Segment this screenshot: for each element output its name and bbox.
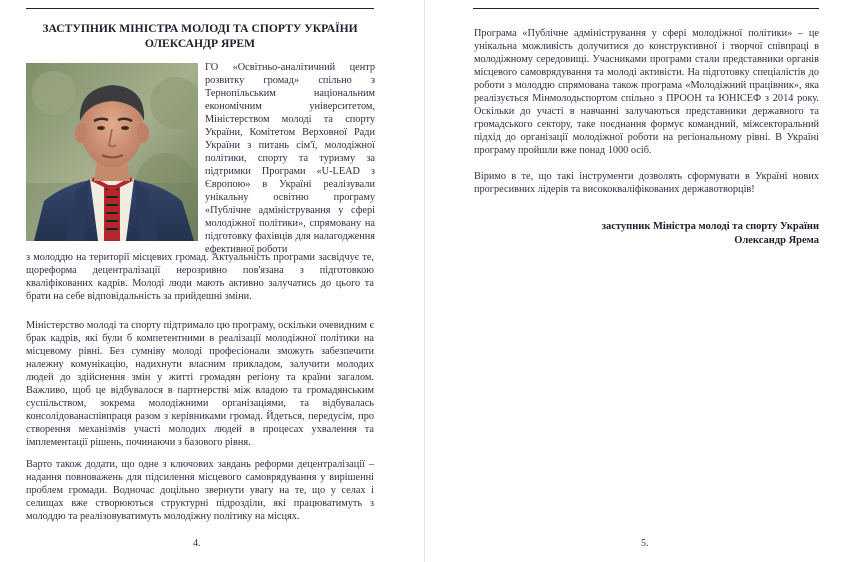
right-paragraph-2 [474, 170, 819, 196]
intro-paragraph-wrapped [205, 61, 375, 256]
intro-paragraph-continuation [26, 251, 374, 303]
left-paragraph-3 [26, 458, 374, 523]
top-rule [473, 8, 819, 9]
page-number-right: 5. [641, 538, 649, 549]
paragraph-3-text: Варто також додати, що одне з ключових завдань реформи децентралізації – надання повноважень для підсилення місцевого самоврядування у вирішенні проблем громади. Водночас доцільно звернути увагу на те, що у селах і селищах вже створюються структурні підрозділи, які працюватимуть з молоддю та реалізовуватимуть молодіжну політику на місцях. [26, 459, 374, 522]
right-paragraph-1 [474, 27, 819, 157]
right-paragraph-2-text: Віримо в те, що такі інструменти дозволять сформувати в Україні нових прогресивних лідерів та висококваліфікованих державотворців! [474, 171, 819, 195]
left-paragraph-2 [26, 319, 374, 449]
title-line-2: ОЛЕКСАНДР ЯРЕМ [144, 37, 256, 50]
right-paragraph-1-text: Програма «Публічне адміністрування у сфері молодіжної політики» – це унікальна можливість долучитися до конструктивної і творчої співпраці в молодіжному середовищі. Учасниками програми стали представники органів місцевого самоврядування та молоді активісти. На підготовку спеціалістів до роботи з молоддю спрямована також програма «Молодіжний працівник», яка реалізується Мінмолодьспортом спільно з ПРООН та ЮНІСЕФ з 2014 року. Оскільки до участі в навчанні залучаються представники державного та громадського сектору, таке поєднання формує командний, міжсекторальний підхід до організації молодіжної роботи на регіональному рівні. В Україні програму пройшли вже понад 1000 осіб. [474, 28, 819, 156]
right-page [425, 0, 849, 562]
top-rule [26, 8, 374, 9]
title-line-1: ЗАСТУПНИК МІНІСТРА МОЛОДІ ТА СПОРТУ УКРАЇНИ [42, 22, 358, 35]
left-page [0, 0, 424, 562]
page-number-left: 4. [193, 538, 201, 549]
signature-name: Олександр Ярема [734, 235, 819, 246]
page-title [26, 21, 374, 51]
portrait-photo [26, 63, 198, 241]
paragraph-1-full-text: з молоддю на території місцевих громад. Актуальність програми засвідчує те, щореформа децентралізації нерозривно пов'язана з підготовкою кваліфікованих кадрів. Молоді люди мають активно залучатись до цього та брати на себе відповідальність за прийдешні зміни. [26, 252, 374, 302]
paragraph-1-wrapped-text: ГО «Освітньо-аналітичний центр розвитку громад» спільно з Тернопільським національним економічним університетом, Міністерством молоді та спорту України, Комітетом Верховної Ради України з питань сім'ї, молодіжної політики, спорту та туризму за підтримки Програми «U-LEAD з Європою» в Україні реалізували унікальну освітню програму «Публічне адміністрування у сфері молодіжної політики», спрямовану на підготовку фахівців для налагодження ефективної роботи [205, 62, 375, 255]
paragraph-2-text: Міністерство молоді та спорту підтримало цю програму, оскільки очевидним є брак кадрів, які були б компетентними в реалізації молодіжної політики на місцевому рівні. Без сумніву молоді професіонали зможуть забезпечити належну комунікацію, надихнути власним прикладом, залучити молодих людей до здійснення змін у житті громадян регіону та країни загалом. Важливо, щоб це відбувалося в партнерстві між владою та громадянським суспільством, зокрема молодіжними організаціями, та відбувалась консолідованаспівпраця разом з керівниками громад. Йдеться, передусім, про створення механізмів участі молодих людей в процесах ухвалення та імплементації рішень, починаючи з базового рівня. [26, 320, 374, 448]
signature-position: заступник Міністра молоді та спорту України [601, 221, 819, 232]
